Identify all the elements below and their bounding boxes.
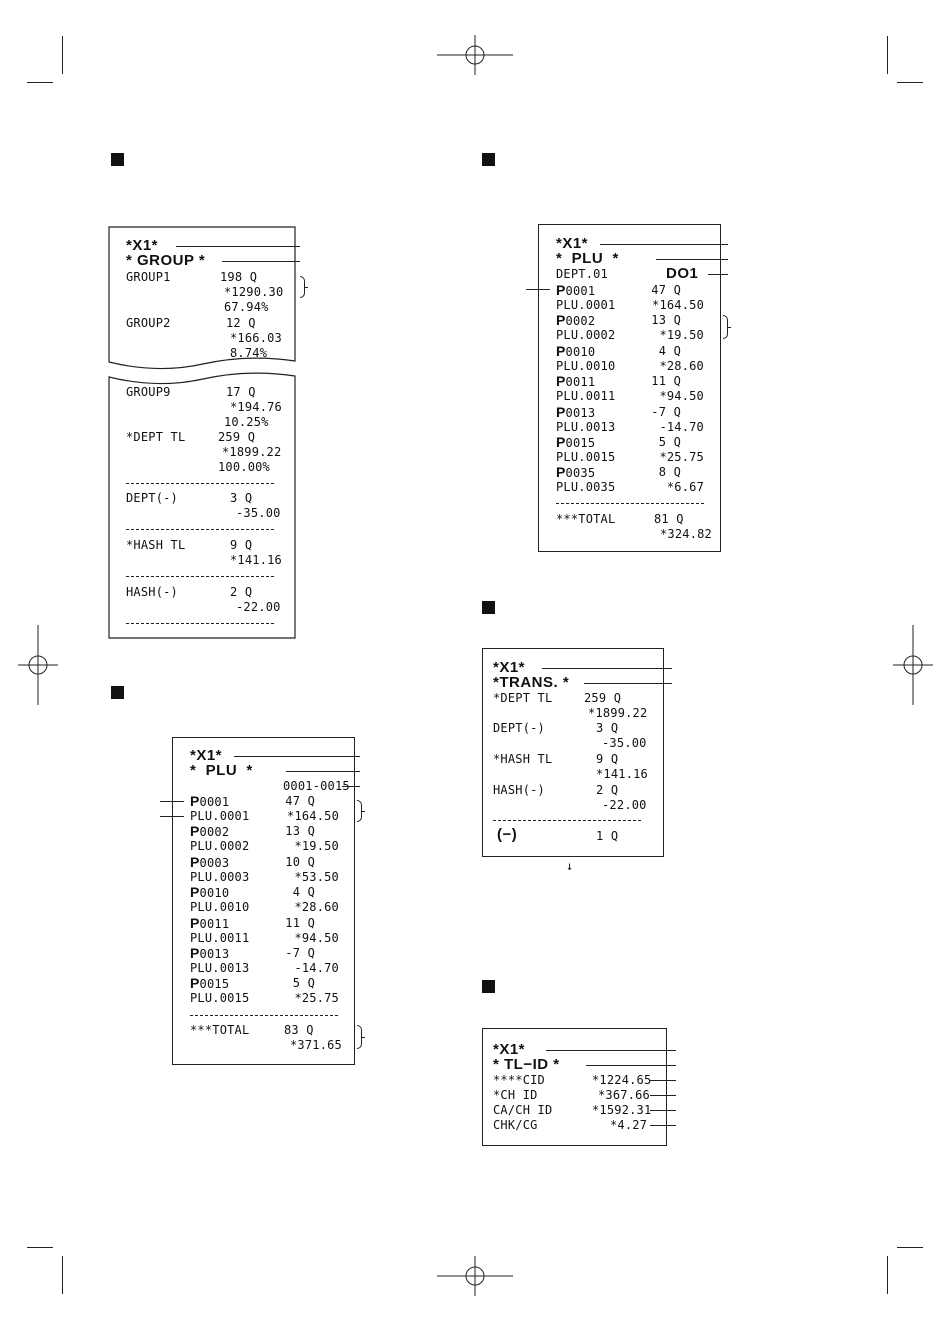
total-amount: *371.65 xyxy=(290,1038,342,1052)
leader-line xyxy=(650,1125,676,1126)
plu-amount: *28.60 xyxy=(294,900,339,915)
crop-mark xyxy=(887,36,888,74)
trans-row-amount: -22.00 xyxy=(602,798,647,812)
down-arrow-icon: ↓ xyxy=(566,859,574,873)
plu-code: 0013 xyxy=(565,405,596,420)
section-bullet-icon xyxy=(482,601,495,614)
plu-qty: 11 Q xyxy=(651,374,681,389)
plu-code: 0015 xyxy=(199,977,230,992)
plu-amount: *94.50 xyxy=(294,930,339,945)
plu-prefix: P xyxy=(556,464,566,481)
plu-name: PLU.0015 xyxy=(190,991,250,1006)
leader-line xyxy=(160,816,184,817)
crop-mark xyxy=(62,36,63,74)
plu-item-code-row xyxy=(190,855,229,871)
trans-row-name: HASH(-) xyxy=(493,783,545,797)
separator xyxy=(190,1015,338,1016)
plu-prefix: P xyxy=(190,945,200,961)
receipt-header-x1: *X1* xyxy=(126,237,159,254)
plu-item-code-row xyxy=(556,405,595,421)
group-amount: *194.76 xyxy=(230,400,282,414)
separator xyxy=(556,503,704,504)
trans-row-name: DEPT(-) xyxy=(493,721,545,735)
receipt-header-title: * GROUP * xyxy=(126,252,206,269)
plu-amount: *28.60 xyxy=(659,358,704,373)
crop-mark xyxy=(62,1256,63,1294)
plu-code: 0001 xyxy=(199,795,230,809)
dept-code: DO1 xyxy=(666,265,699,282)
plu-code: 0003 xyxy=(199,855,230,870)
plu-code: 0011 xyxy=(199,916,230,931)
plu-name: PLU.0002 xyxy=(556,328,616,343)
group-amount: *1290.30 xyxy=(224,285,284,299)
plu-item-code-row xyxy=(556,435,595,451)
leader-line xyxy=(650,1110,676,1111)
hash-minus-amount: -22.00 xyxy=(236,600,281,614)
plu-qty: 10 Q xyxy=(285,854,315,869)
tlid-row-name: ****CID xyxy=(493,1073,545,1087)
plu-item-code-row xyxy=(556,313,595,329)
total-label: ***TOTAL xyxy=(556,512,616,526)
trans-row-amount: *141.16 xyxy=(596,767,648,781)
plu-qty: -7 Q xyxy=(651,404,681,419)
plu-qty: 13 Q xyxy=(651,313,681,328)
plu-item-code-row xyxy=(190,946,229,962)
plu-code: 0010 xyxy=(565,344,596,359)
plu-prefix: P xyxy=(190,793,200,809)
trans-row-qty: 9 Q xyxy=(596,752,619,766)
receipt-header-x1: *X1* xyxy=(493,1041,526,1058)
group-amount: *166.03 xyxy=(230,331,282,345)
plu-item-code-row xyxy=(190,885,229,901)
leader-line xyxy=(546,1050,676,1051)
plu-code: 0002 xyxy=(199,825,230,840)
section-bullet-icon xyxy=(482,980,495,993)
plu-prefix: P xyxy=(190,853,200,870)
dept-minus-amount: -35.00 xyxy=(236,506,281,520)
plu-prefix: P xyxy=(556,434,566,450)
tlid-row-amount: *367.66 xyxy=(598,1088,650,1102)
plu-item-code-row xyxy=(190,824,229,840)
separator xyxy=(126,623,274,624)
group-pct: 67.94% xyxy=(224,300,269,314)
plu-code: 0015 xyxy=(565,436,596,450)
dept-label: DEPT.01 xyxy=(556,267,608,281)
group-qty: 259 Q xyxy=(218,430,256,444)
group-qty: 198 Q xyxy=(220,270,258,284)
brace xyxy=(723,315,728,339)
receipt-header-x1: *X1* xyxy=(190,747,223,764)
group-name: GROUP2 xyxy=(126,316,171,330)
total-label: ***TOTAL xyxy=(190,1023,250,1037)
receipt-header-x1: *X1* xyxy=(556,235,589,252)
hash-minus-label: HASH(-) xyxy=(126,585,178,599)
plu-prefix: P xyxy=(190,823,200,840)
leader-line xyxy=(286,771,360,772)
hash-tl-qty: 9 Q xyxy=(230,538,253,552)
section-bullet-icon xyxy=(482,153,495,166)
tlid-row-name: *CH ID xyxy=(493,1088,538,1102)
crop-mark xyxy=(887,1256,888,1294)
leader-line xyxy=(342,786,360,787)
crop-mark xyxy=(897,82,923,83)
plu-qty: 47 Q xyxy=(651,283,681,297)
leader-line xyxy=(586,1065,676,1066)
total-qty: 83 Q xyxy=(284,1023,314,1037)
section-bullet-icon xyxy=(111,153,124,166)
plu-code: 0002 xyxy=(565,314,596,329)
plu-item-code-row xyxy=(190,794,229,810)
plu-code: 0035 xyxy=(565,466,596,481)
leader-line xyxy=(234,756,360,757)
plu-amount: -14.70 xyxy=(659,419,704,434)
minus-label: (−) xyxy=(497,826,518,843)
leader-line xyxy=(656,259,728,260)
plu-item-code-row xyxy=(556,283,595,299)
plu-prefix: P xyxy=(556,403,566,420)
plu-qty: 13 Q xyxy=(285,824,315,839)
plu-name: PLU.0011 xyxy=(190,930,250,945)
brace xyxy=(357,800,362,822)
plu-prefix: P xyxy=(556,342,566,359)
plu-prefix: P xyxy=(556,282,566,298)
group-pct: 10.25% xyxy=(224,415,269,429)
leader-line xyxy=(222,261,300,262)
tlid-row-amount: *4.27 xyxy=(610,1118,648,1132)
plu-code: 0013 xyxy=(199,947,230,961)
plu-qty: 5 Q xyxy=(292,976,315,991)
plu-code: 0010 xyxy=(199,886,230,901)
leader-line xyxy=(584,683,672,684)
plu-item-code-row xyxy=(556,374,595,390)
plu-amount: *164.50 xyxy=(287,809,339,823)
separator xyxy=(126,483,274,484)
group-qty: 17 Q xyxy=(226,385,256,399)
hash-tl-amount: *141.16 xyxy=(230,553,282,567)
plu-amount: *6.67 xyxy=(666,480,704,495)
crop-mark xyxy=(897,1247,923,1248)
plu-name: PLU.0013 xyxy=(556,419,616,434)
registration-mark-icon xyxy=(18,625,58,705)
group-pct: 8.74% xyxy=(230,346,268,360)
leader-line xyxy=(160,801,184,802)
plu-name: PLU.0010 xyxy=(556,358,616,373)
plu-name: PLU.0003 xyxy=(190,869,250,884)
plu-range: 0001-0015 xyxy=(283,779,350,793)
receipt-header-title: *TRANS. * xyxy=(493,674,570,691)
plu-code: 0011 xyxy=(565,375,596,390)
plu-name: PLU.0010 xyxy=(190,900,250,915)
trans-row-amount: -35.00 xyxy=(602,736,647,750)
plu-amount: *25.75 xyxy=(294,991,339,1006)
trans-row-qty: 259 Q xyxy=(584,691,622,705)
registration-mark-icon xyxy=(437,1256,513,1296)
plu-name: PLU.0015 xyxy=(556,450,616,464)
group-name: GROUP1 xyxy=(126,270,171,284)
registration-mark-icon xyxy=(437,35,513,75)
plu-amount: -14.70 xyxy=(294,961,339,975)
leader-line xyxy=(176,246,300,247)
plu-qty: 5 Q xyxy=(658,435,681,449)
hash-tl-label: *HASH TL xyxy=(126,538,186,552)
plu-qty: -7 Q xyxy=(285,946,315,960)
dept-minus-label: DEPT(-) xyxy=(126,491,178,505)
leader-line xyxy=(650,1080,676,1081)
trans-row-amount: *1899.22 xyxy=(588,706,648,720)
hash-minus-qty: 2 Q xyxy=(230,585,253,599)
total-amount: *324.82 xyxy=(660,527,712,541)
plu-name: PLU.0011 xyxy=(556,389,616,404)
leader-line xyxy=(542,668,672,669)
group-qty: 12 Q xyxy=(226,316,256,330)
plu-name: PLU.0002 xyxy=(190,839,250,854)
plu-amount: *53.50 xyxy=(294,869,339,884)
plu-amount: *25.75 xyxy=(659,450,704,464)
plu-name: PLU.0035 xyxy=(556,480,616,495)
plu-name: PLU.0013 xyxy=(190,961,250,975)
tlid-row-amount: *1224.65 xyxy=(592,1073,652,1087)
receipt-header-title: * PLU * xyxy=(190,762,253,779)
registration-mark-icon xyxy=(893,625,933,705)
plu-prefix: P xyxy=(556,373,566,390)
section-bullet-icon xyxy=(111,686,124,699)
receipt-header-title: * PLU * xyxy=(556,250,619,267)
group-name: GROUP9 xyxy=(126,385,171,399)
tlid-row-name: CA/CH ID xyxy=(493,1103,553,1117)
plu-qty: 11 Q xyxy=(285,915,315,930)
crop-mark xyxy=(27,1247,53,1248)
trans-row-name: *DEPT TL xyxy=(493,691,553,705)
plu-qty: 4 Q xyxy=(658,343,681,358)
separator xyxy=(126,576,274,577)
plu-prefix: P xyxy=(190,914,200,931)
plu-prefix: P xyxy=(190,975,200,992)
trans-row-qty: 3 Q xyxy=(596,721,619,735)
tlid-row-name: CHK/CG xyxy=(493,1118,538,1132)
dept-minus-qty: 3 Q xyxy=(230,491,253,505)
plu-item-code-row xyxy=(190,976,229,992)
plu-qty: 4 Q xyxy=(292,885,315,900)
separator xyxy=(126,529,274,530)
plu-amount: *19.50 xyxy=(659,328,704,343)
trans-row-qty: 2 Q xyxy=(596,783,619,797)
leader-line xyxy=(650,1095,676,1096)
plu-code: 0001 xyxy=(565,284,596,298)
plu-qty: 8 Q xyxy=(658,465,681,480)
plu-item-code-row xyxy=(556,344,595,360)
receipt-header-x1: *X1* xyxy=(493,659,526,676)
leader-line xyxy=(526,289,550,290)
plu-prefix: P xyxy=(190,884,200,901)
leader-line xyxy=(600,244,728,245)
trans-row-name: *HASH TL xyxy=(493,752,553,766)
crop-mark xyxy=(27,82,53,83)
plu-name: PLU.0001 xyxy=(190,809,250,823)
group-amount: *1899.22 xyxy=(222,445,282,459)
plu-item-code-row xyxy=(556,465,595,481)
plu-qty: 47 Q xyxy=(285,794,315,808)
brace xyxy=(357,1025,362,1049)
plu-amount: *19.50 xyxy=(294,839,339,854)
group-name: *DEPT TL xyxy=(126,430,186,444)
receipt-header-title: * TL−ID * xyxy=(493,1056,560,1073)
leader-line xyxy=(708,274,728,275)
plu-name: PLU.0001 xyxy=(556,298,616,312)
plu-amount: *94.50 xyxy=(659,389,704,404)
plu-item-code-row xyxy=(190,916,229,932)
plu-amount: *164.50 xyxy=(652,298,704,312)
plu-prefix: P xyxy=(556,312,566,329)
brace xyxy=(300,276,305,298)
tlid-row-amount: *1592.31 xyxy=(592,1103,652,1117)
separator xyxy=(493,820,641,821)
group-pct: 100.00% xyxy=(218,460,270,474)
total-qty: 81 Q xyxy=(654,512,684,526)
minus-qty: 1 Q xyxy=(596,829,619,843)
